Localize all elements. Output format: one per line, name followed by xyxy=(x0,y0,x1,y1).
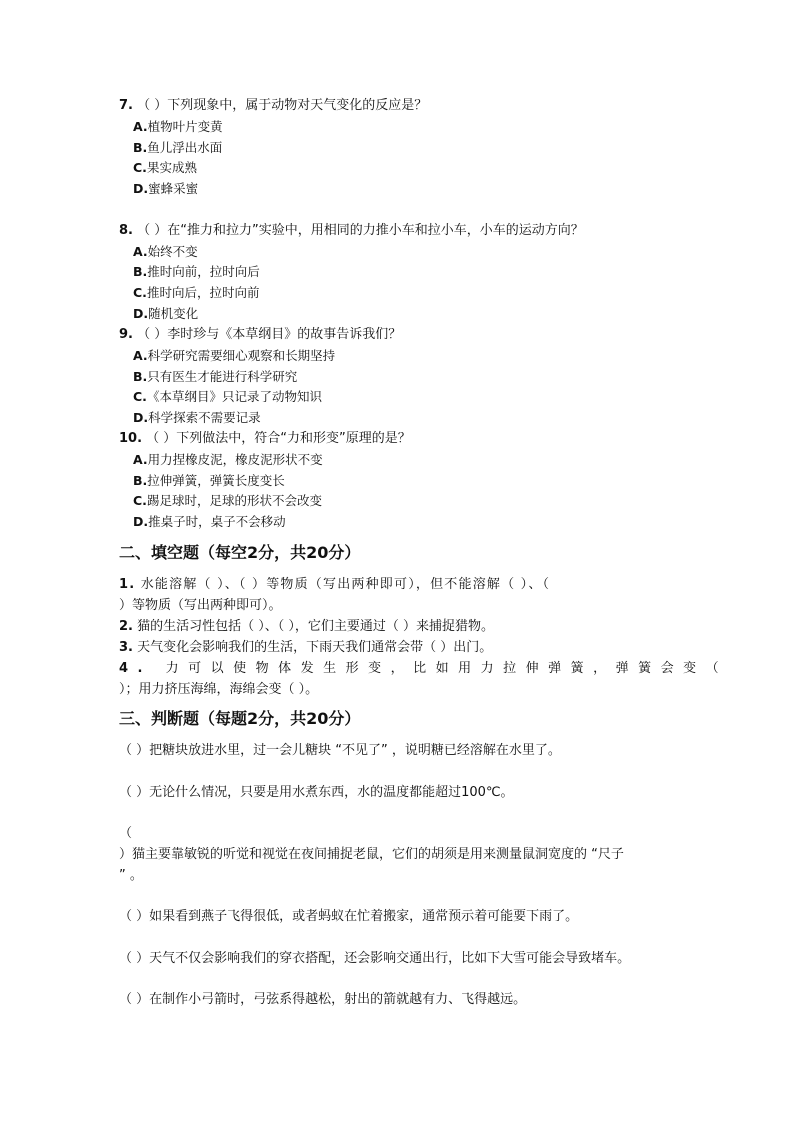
option-label: B. xyxy=(133,264,148,279)
question-number: 10. xyxy=(119,431,143,446)
option-text: 始终不变 xyxy=(147,244,198,259)
judge-item-3: ）猫主要靠敏锐的听觉和视觉在夜间捕捉老鼠，它们的胡须是用来测量鼠洞宽度的 “尺子 xyxy=(119,847,624,862)
question-number: 7. xyxy=(119,98,133,113)
judge-item-5: （ ）天气不仅会影响我们的穿衣搭配，还会影响交通出行，比如下大雪可能会导致堵车。 xyxy=(119,951,631,966)
option-text: 推时向后，拉时向前 xyxy=(146,285,260,300)
option-8c xyxy=(133,283,259,303)
option-9a xyxy=(133,346,335,366)
item-text: ）等物质（写出两种即可）。 xyxy=(119,598,282,613)
option-10b xyxy=(133,471,285,491)
fill-item-4 xyxy=(119,659,728,679)
option-label: B. xyxy=(133,473,148,488)
judge-item-4: （ ）如果看到燕子飞得很低，或者蚂蚁在忙着搬家，通常预示着可能要下雨了。 xyxy=(119,909,579,924)
question-8 xyxy=(119,221,584,241)
judge-section-title: 三、判断题（每题2分，共20分） xyxy=(119,709,361,728)
item-number: 1. xyxy=(119,577,136,592)
option-text: 植物叶片变黄 xyxy=(147,119,223,134)
option-label: D. xyxy=(133,181,149,196)
item-number: 2. xyxy=(119,619,133,634)
item-text: ）；用力挤压海绵，海绵会变（ ）。 xyxy=(119,682,319,697)
option-7a xyxy=(133,117,223,137)
option-text: 推桌子时，桌子不会移动 xyxy=(148,514,286,529)
option-text: 蜜蜂采蜜 xyxy=(148,181,199,196)
option-label: D. xyxy=(133,410,149,425)
item-text: 水能溶解（ ）、（ ）等物质（写出两种即可），但不能溶解（ ）、（ xyxy=(140,577,551,592)
option-9d xyxy=(133,408,261,428)
option-10d xyxy=(133,512,286,532)
option-label: D. xyxy=(133,306,149,321)
question-7 xyxy=(119,96,427,116)
option-label: B. xyxy=(133,369,148,384)
question-9 xyxy=(119,325,401,345)
option-text: 科学研究需要细心观察和长期坚持 xyxy=(147,348,336,363)
fill-item-4-continued xyxy=(119,680,318,700)
option-9b xyxy=(133,367,297,387)
option-text: 科学探索不需要记录 xyxy=(148,410,261,425)
fill-item-2 xyxy=(119,617,494,637)
option-text: 踢足球时，足球的形状不会改变 xyxy=(146,493,322,508)
option-8a xyxy=(133,242,198,262)
question-10 xyxy=(119,429,411,449)
option-7b xyxy=(133,138,222,158)
option-text: 随机变化 xyxy=(148,306,199,321)
option-7d xyxy=(133,179,198,199)
fill-item-1 xyxy=(119,575,550,595)
option-label: C. xyxy=(133,389,147,404)
item-text: 天气变化会影响我们的生活，下雨天我们通常会带（ ）出门。 xyxy=(137,640,493,655)
judge-item-6: （ ）在制作小弓箭时，弓弦系得越松，射出的箭就越有力、飞得越远。 xyxy=(119,992,527,1007)
judge-item-3-close-quote: ” 。 xyxy=(119,868,143,883)
question-number: 9. xyxy=(119,327,133,342)
option-10a xyxy=(133,450,323,470)
option-10c xyxy=(133,491,322,511)
question-text: （ ）下列做法中，符合“力和形变”原理的是？ xyxy=(146,431,411,446)
option-label: D. xyxy=(133,514,149,529)
option-text: 《本草纲目》只记录了动物知识 xyxy=(146,389,322,404)
option-8d xyxy=(133,304,198,324)
option-8b xyxy=(133,262,260,282)
fill-item-1-continued xyxy=(119,596,282,616)
option-text: 推时向前，拉时向后 xyxy=(147,264,260,279)
question-number: 8. xyxy=(119,223,133,238)
option-label: A. xyxy=(133,452,148,467)
option-label: A. xyxy=(133,348,148,363)
option-text: 果实成熟 xyxy=(146,160,197,175)
item-number: 3. xyxy=(119,640,133,655)
item-text: 猫的生活习性包括（ ）、（ ），它们主要通过（ ）来捕捉猎物。 xyxy=(137,619,495,634)
option-9c xyxy=(133,387,322,407)
judge-item-1: （ ）把糖块放进水里，过一会儿糖块 “不见了” ，说明糖已经溶解在水里了。 xyxy=(119,743,561,758)
option-label: B. xyxy=(133,140,148,155)
option-label: C. xyxy=(133,160,147,175)
judge-item-3-open-paren: （ xyxy=(119,826,133,841)
question-text: （ ）李时珍与《本草纲目》的故事告诉我们？ xyxy=(137,327,402,342)
question-text: （ ）下列现象中，属于动物对天气变化的反应是？ xyxy=(137,98,428,113)
option-text: 鱼儿浮出水面 xyxy=(147,140,223,155)
option-text: 用力捏橡皮泥，橡皮泥形状不变 xyxy=(147,452,323,467)
fill-item-3 xyxy=(119,638,492,658)
option-7c xyxy=(133,158,197,178)
option-label: C. xyxy=(133,493,147,508)
option-label: A. xyxy=(133,119,148,134)
option-label: C. xyxy=(133,285,147,300)
option-label: A. xyxy=(133,244,148,259)
option-text: 拉伸弹簧，弹簧长度变长 xyxy=(147,473,285,488)
judge-item-2: （ ）无论什么情况，只要是用水煮东西，水的温度都能超过100℃。 xyxy=(119,785,514,800)
option-text: 只有医生才能进行科学研究 xyxy=(147,369,298,384)
question-text: （ ）在“推力和拉力”实验中，用相同的力推小车和拉小车，小车的运动方向？ xyxy=(137,223,584,238)
fill-section-title: 二、填空题（每空2分，共20分） xyxy=(119,543,361,562)
item-text: 力可以使物体发生形变，比如用力拉伸弹簧，弹簧会变（ xyxy=(165,661,729,676)
item-number: 4. xyxy=(119,661,152,676)
